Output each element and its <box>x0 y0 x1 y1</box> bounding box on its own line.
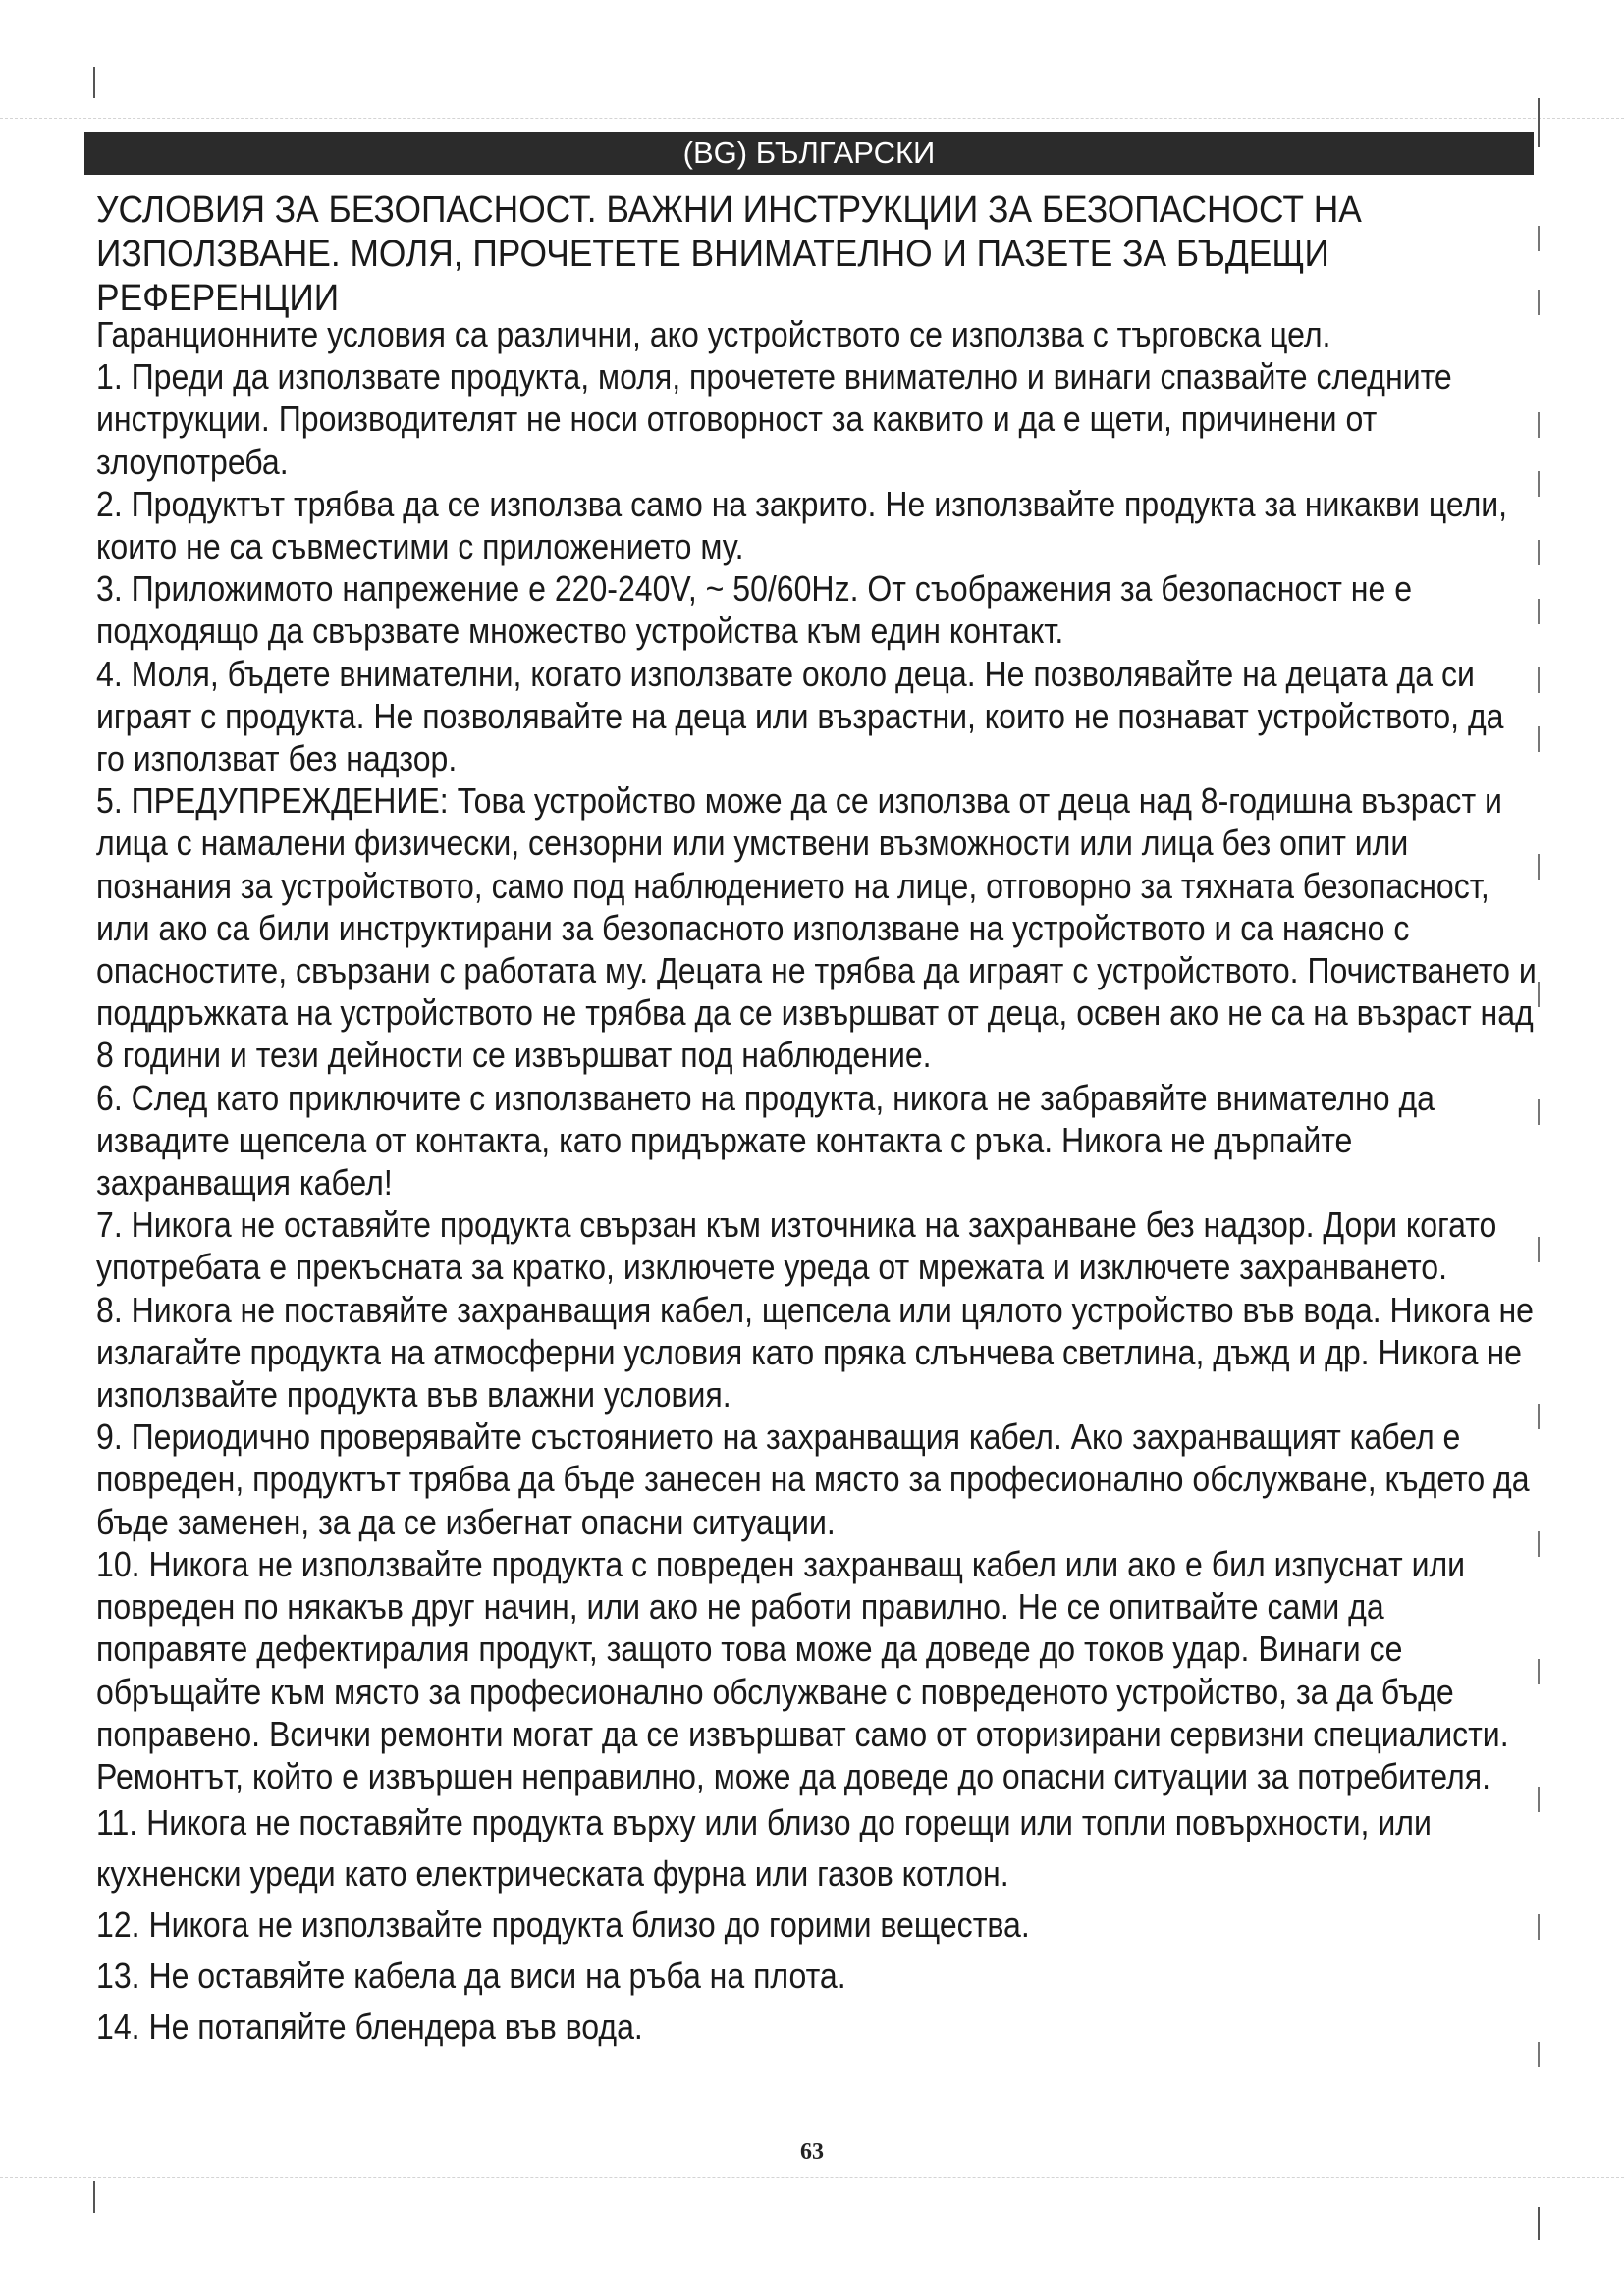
crop-guide-bottom <box>0 2177 1624 2178</box>
page-number: 63 <box>800 2139 824 2164</box>
cut-mark-top-right <box>1538 98 1540 147</box>
instruction-item-1: 1. Преди да използвате продукта, моля, прочетете внимателно и винаги спазвайте следните инструкции. Производителят не носи отговорност за каквито и да е щети, причинени от злоупотреба. <box>96 356 1452 482</box>
instruction-item-4: 4. Моля, бъдете внимателни, когато използвате около деца. Не позволявайте на децата да си играят с продукта. Не позволявайте на деца или възрастни, които не познават устройството, да го използват без надзор. <box>96 653 1504 779</box>
instruction-item-10: 10. Никога не използвайте продукта с повреден захранващ кабел или ако е бил изпуснат или повреден по някакъв друг начин, или ако не работи правилно. Не се опитвайте сами да поправяте дефектиралия продукт, защото това може да доведе до токов удар. Винаги се обръщайте към място за професионално обслужване с повреденото устройство, за да бъде поправено. Всички ремонти могат да се извършват само от оторизирани сервизни специалисти. Ремонтът, който е извършен неправилно, може да доведе до опасни ситуации за потребителя. <box>96 1543 1509 1796</box>
instruction-item-2: 2. Продуктът трябва да се използва само на закрито. Не използвайте продукта за никакви цели, които не са съвместими с приложението му. <box>96 483 1508 567</box>
instruction-item-11: 11. Никога не поставяйте продукта върху или близо до горещи или топли повърхности, или кухненски уреди като електрическата фурна или газов котлон. <box>96 1802 1432 1895</box>
instruction-item-7: 7. Никога не оставяйте продукта свързан към източника на захранване без надзор. Дори когато употребата е прекъсната за кратко, изключете уреда от мрежата и изключете захранването. <box>96 1204 1497 1288</box>
instruction-item-13: 13. Не оставяйте кабела да виси на ръба на плота. <box>96 1955 846 1997</box>
crop-guide-top <box>0 118 1624 119</box>
instruction-item-5: 5. ПРЕДУПРЕЖДЕНИЕ: Това устройство може да се използва от деца над 8-годишна възраст и лица с намалени физически, сензорни или умствени възможности или лица без опит или познания за устройството, само под наблюдението на лице, отговорно за тяхната безопасност, или ако са били инструктирани за безопасното използване на устройството и са наясно с опасностите, свързани с работата му. Децата не трябва да играят с устройството. Почистването и поддръжката на устройството не трябва да се извършват от деца, освен ако не са на възраст над 8 години и тези дейности се извършват под наблюдение. <box>96 780 1537 1076</box>
language-header: (BG) БЪЛГАРСКИ <box>84 132 1534 175</box>
instruction-item-3: 3. Приложимото напрежение е 220-240V, ~ 50/60Hz. От съображения за безопасност не е подходящо да свързвате множество устройства към един контакт. <box>96 568 1413 652</box>
instruction-item-9: 9. Периодично проверявайте състоянието на захранващия кабел. Ако захранващият кабел е повреден, продуктът трябва да бъде занесен на място за професионално обслужване, където да бъде заменен, за да се избегнат опасни ситуации. <box>96 1416 1530 1542</box>
cut-mark-bottom-left <box>93 2181 95 2213</box>
instruction-item-12: 12. Никога не използвайте продукта близо до горими вещества. <box>96 1904 1030 1946</box>
safety-instructions <box>96 188 1540 2053</box>
warranty-note: Гаранционните условия са различни, ако устройството се използва с търговска цел. <box>96 314 1331 354</box>
page-title: УСЛОВИЯ ЗА БЕЗОПАСНОСТ. ВАЖНИ ИНСТРУКЦИИ ЗА БЕЗОПАСНОСТ НА ИЗПОЛЗВАНЕ. МОЛЯ, ПРОЧЕТЕТЕ ВНИМАТЕЛНО И ПАЗЕТЕ ЗА БЪДЕЩИ РЕФЕРЕНЦИИ <box>96 189 1362 319</box>
instruction-item-8: 8. Никога не поставяйте захранващия кабел, щепсела или цялото устройство във вода. Никога не излагайте продукта на атмосферни условия като пряка слънчева светлина, дъжд и др. Никога не използвайте продукта във влажни условия. <box>96 1289 1534 1415</box>
cut-mark-top-left <box>93 67 95 98</box>
instruction-item-14: 14. Не потапяйте блендера във вода. <box>96 2006 643 2048</box>
instruction-item-6: 6. След като приключите с използването на продукта, никога не забравяйте внимателно да извадите щепсела от контакта, като придържате контакта с ръка. Никога не дърпайте захранващия кабел! <box>96 1077 1435 1203</box>
cut-mark-bottom-right <box>1538 2207 1540 2240</box>
